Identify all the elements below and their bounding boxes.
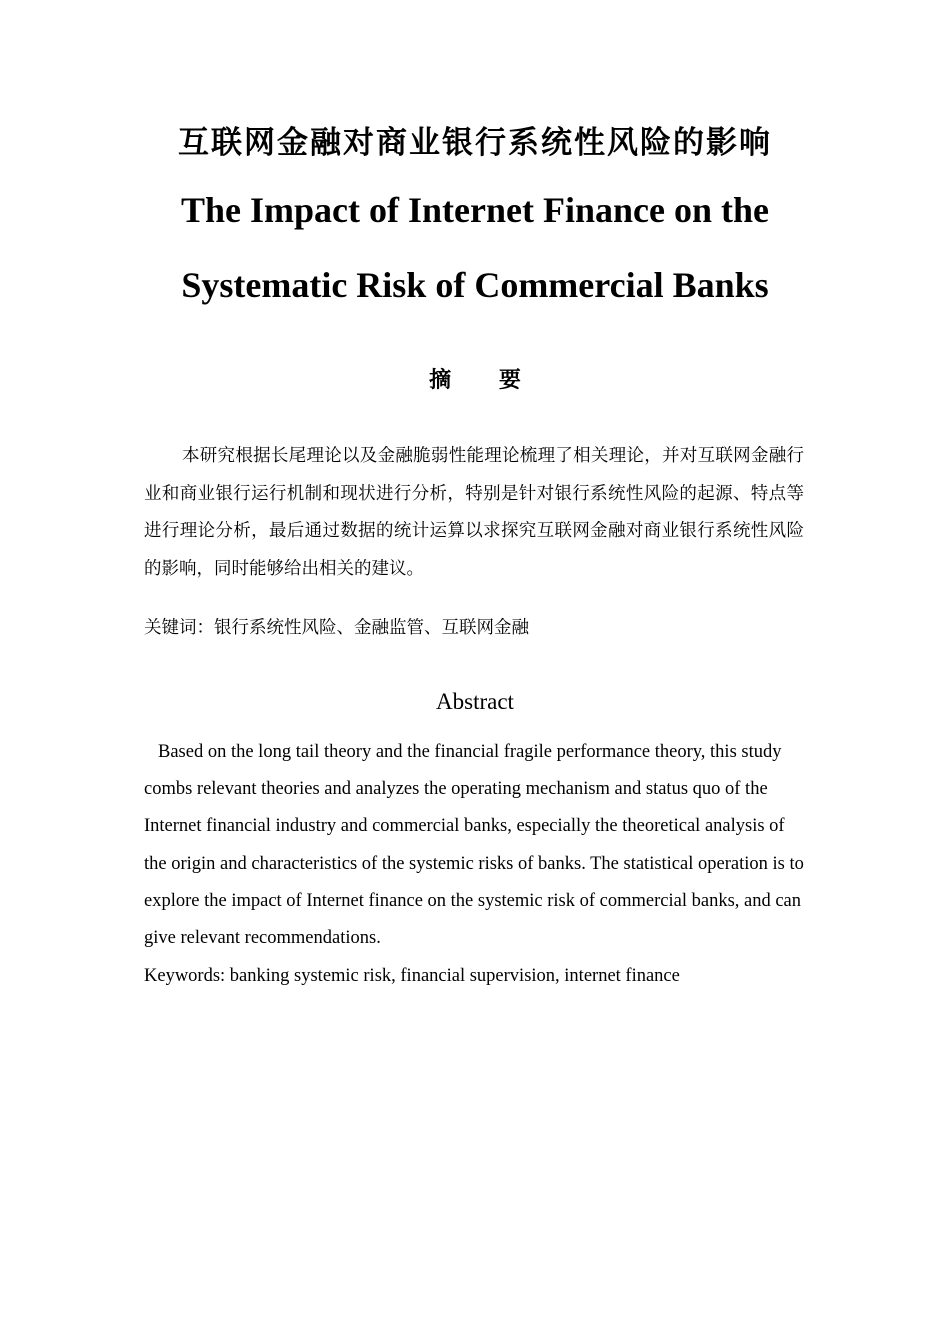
chinese-abstract-heading: 摘 要 — [429, 368, 541, 393]
english-abstract-heading: Abstract — [436, 689, 514, 714]
chinese-keywords: 关键词：银行系统性风险、金融监管、互联网金融 — [144, 618, 529, 638]
english-keywords: Keywords: banking systemic risk, financial supervision, internet finance — [144, 966, 680, 986]
english-title-line-1: The Impact of Internet Finance on the — [181, 190, 769, 230]
english-abstract-body: Based on the long tail theory and the financial fragile performance theory, this study combs relevant theories and analyzes the operating mechanism and status quo of the Internet financial industry and commercial banks, especially the theoretical analysis of the origin and characteristics of the systemic risks of banks. The statistical operation is to explore the impact of Internet finance on the systemic risk of commercial banks, and can give relevant recommendations. — [144, 742, 804, 949]
english-title-line-2: Systematic Risk of Commercial Banks — [181, 265, 769, 305]
chinese-abstract-body: 本研究根据长尾理论以及金融脆弱性能理论梳理了相关理论，并对互联网金融行业和商业银行运行机制和现状进行分析，特别是针对银行系统性风险的起源、特点等进行理论分析，最后通过数据的统计运算以求探究互联网金融对商业银行系统性风险的影响，同时能够给出相关的建议。 — [144, 446, 804, 579]
chinese-title: 互联网金融对商业银行系统性风险的影响 — [178, 125, 772, 161]
